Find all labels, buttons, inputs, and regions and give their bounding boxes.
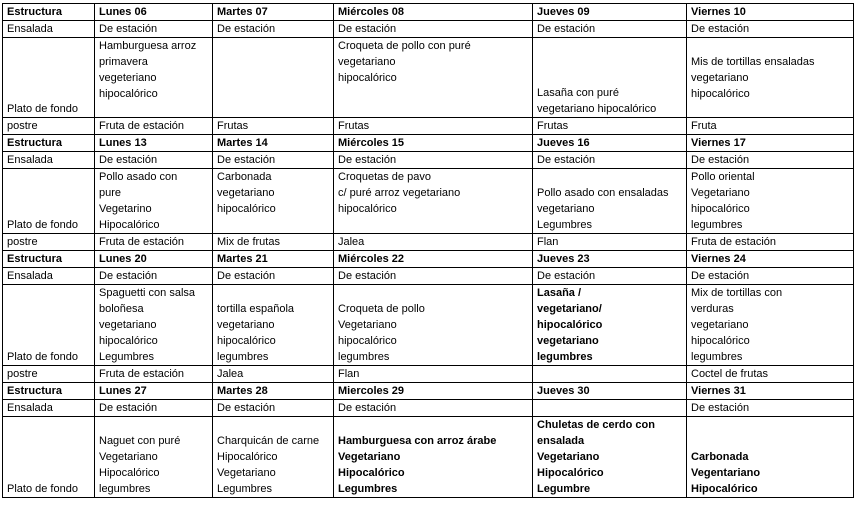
main-dish-row — [3, 285, 854, 366]
dish-line: vegetariano — [537, 203, 595, 215]
dessert-label: postre — [3, 366, 95, 383]
day-header: Miercoles 29 — [334, 383, 533, 400]
dish-line: legumbres — [691, 219, 743, 231]
dish-line: hipocalórico — [217, 203, 276, 215]
main-dish-cell — [213, 169, 334, 234]
main-dish-cell — [95, 38, 213, 118]
salad-cell: De estación — [687, 152, 854, 169]
dessert-cell: Fruta de estación — [95, 366, 213, 383]
dish-line: Carbonada — [691, 451, 749, 463]
main-dish-label: Plato de fondo — [3, 169, 95, 234]
salad-cell — [533, 400, 687, 417]
structure-header: Estructura — [3, 4, 95, 21]
salad-cell: De estación — [334, 268, 533, 285]
salad-cell: De estación — [687, 400, 854, 417]
dish-line: Vegetariano — [217, 467, 276, 479]
salad-cell: De estación — [334, 21, 533, 38]
dish-line: hipocalórico — [691, 335, 750, 347]
main-dish-cell — [687, 38, 854, 118]
dish-line: Mix de tortillas con — [691, 287, 783, 299]
dish-line: hipocalórico — [691, 87, 750, 100]
dish-line: Hipocalórico — [338, 467, 405, 479]
salad-label: Ensalada — [3, 268, 95, 285]
dish-line: hipocalórico — [338, 72, 397, 84]
dish-line: primavera — [99, 56, 148, 68]
day-header: Miércoles 22 — [334, 251, 533, 268]
dessert-cell: Fruta de estación — [687, 234, 854, 251]
dish-line: Carbonada — [217, 171, 272, 183]
menu-table-body — [3, 4, 854, 498]
day-header: Viernes 10 — [687, 4, 854, 21]
main-dish-cell — [213, 285, 334, 366]
dish-line: Pollo asado con ensaladas — [537, 187, 669, 199]
main-dish-cell — [533, 169, 687, 234]
salad-cell: De estación — [213, 400, 334, 417]
main-dish-label: Plato de fondo — [3, 417, 95, 498]
dessert-cell: Frutas — [334, 118, 533, 135]
week-header-row — [3, 4, 854, 21]
structure-header: Estructura — [3, 383, 95, 400]
dish-line: vegetariano/ — [537, 303, 602, 315]
dish-line: ensalada — [537, 435, 585, 447]
salad-cell: De estación — [95, 400, 213, 417]
structure-header: Estructura — [3, 251, 95, 268]
day-header: Viernes 17 — [687, 135, 854, 152]
dish-line: Hipocalórico — [99, 219, 160, 231]
salad-cell: De estación — [95, 21, 213, 38]
dish-line: legumbres — [338, 351, 390, 363]
main-dish-label: Plato de fondo — [3, 285, 95, 366]
salad-cell: De estación — [95, 152, 213, 169]
dish-line: vegetariano hipocalórico — [537, 103, 657, 115]
salad-cell: De estación — [95, 268, 213, 285]
salad-row — [3, 21, 854, 38]
dish-line: Hamburguesa con arroz árabe — [338, 435, 497, 447]
week-header-row — [3, 135, 854, 152]
dessert-cell: Coctel de frutas — [687, 366, 854, 383]
dish-line: boloñesa — [99, 303, 144, 315]
dessert-cell: Fruta de estación — [95, 234, 213, 251]
main-dish-cell — [95, 417, 213, 498]
main-dish-cell — [334, 417, 533, 498]
day-header: Lunes 27 — [95, 383, 213, 400]
dish-line: legumbres — [537, 351, 593, 363]
salad-cell: De estación — [213, 21, 334, 38]
dish-line: Pollo asado con — [99, 171, 178, 183]
dessert-cell: Flan — [533, 234, 687, 251]
dish-line: Hipocalórico — [537, 467, 604, 479]
dish-line: verduras — [691, 303, 734, 315]
dish-line: Mis de tortillas ensaladas — [691, 55, 815, 68]
salad-label: Ensalada — [3, 400, 95, 417]
dish-line: hipocalórico — [99, 88, 158, 100]
dessert-label: postre — [3, 234, 95, 251]
structure-header: Estructura — [3, 135, 95, 152]
dish-line: c/ puré arroz vegetariano — [338, 187, 461, 199]
day-header: Jueves 09 — [533, 4, 687, 21]
week-header-row — [3, 251, 854, 268]
dessert-cell: Frutas — [213, 118, 334, 135]
day-header: Viernes 24 — [687, 251, 854, 268]
day-header: Jueves 23 — [533, 251, 687, 268]
dish-line: Legumbres — [99, 351, 155, 363]
salad-cell: De estación — [533, 268, 687, 285]
dessert-cell: Flan — [334, 366, 533, 383]
main-dish-row — [3, 169, 854, 234]
dish-line: Lasaña / — [537, 287, 582, 299]
dish-line: hipocalórico — [537, 319, 603, 331]
dish-line: Hipocalórico — [99, 467, 160, 479]
day-header: Jueves 30 — [533, 383, 687, 400]
dish-line: Croquetas de pavo — [338, 171, 431, 183]
salad-row — [3, 268, 854, 285]
dish-line: Vegetarino — [99, 203, 152, 215]
dish-line: Chuletas de cerdo con — [537, 419, 655, 431]
dish-line: Spaguetti con salsa — [99, 287, 196, 299]
dish-line: vegetariano — [691, 319, 749, 331]
dish-line: tortilla española — [217, 303, 295, 315]
dessert-cell: Jalea — [334, 234, 533, 251]
dessert-cell: Fruta — [687, 118, 854, 135]
day-header: Martes 28 — [213, 383, 334, 400]
dish-line: vegetariano — [99, 319, 157, 331]
main-dish-cell — [687, 285, 854, 366]
weekly-menu-table — [2, 3, 854, 498]
dish-line: vegetariano — [338, 56, 396, 68]
main-dish-cell — [213, 38, 334, 118]
main-dish-row — [3, 38, 854, 118]
dish-line: Charquicán de carne — [217, 435, 320, 447]
dish-line: Naguet con puré — [99, 435, 181, 447]
salad-cell: De estación — [213, 152, 334, 169]
day-header: Martes 14 — [213, 135, 334, 152]
dish-line: legumbres — [99, 483, 151, 495]
dish-line: Legumbres — [338, 483, 398, 495]
dish-line: Vegetariano — [338, 451, 401, 463]
dessert-cell: Mix de frutas — [213, 234, 334, 251]
dish-line: Legumbres — [217, 483, 273, 495]
salad-cell: De estación — [687, 268, 854, 285]
main-dish-row — [3, 417, 854, 498]
main-dish-cell — [213, 417, 334, 498]
dish-line: Lasaña con puré — [537, 87, 619, 99]
dish-line: Vegetariano — [338, 319, 397, 331]
dessert-row — [3, 234, 854, 251]
day-header: Viernes 31 — [687, 383, 854, 400]
main-dish-cell — [533, 417, 687, 498]
salad-label: Ensalada — [3, 21, 95, 38]
salad-label: Ensalada — [3, 152, 95, 169]
dish-line: Vegetariano — [99, 451, 158, 463]
dish-line: Vegetariano — [537, 451, 600, 463]
dessert-row — [3, 366, 854, 383]
main-dish-cell — [334, 169, 533, 234]
dish-line: vegetariano — [537, 335, 599, 347]
dish-line: vegetariano — [217, 187, 275, 199]
week-header-row — [3, 383, 854, 400]
dessert-row — [3, 118, 854, 135]
dessert-cell: Frutas — [533, 118, 687, 135]
dish-line: Legumbre — [537, 483, 591, 495]
dish-line: hipocalórico — [691, 203, 750, 215]
main-dish-cell — [95, 285, 213, 366]
dish-line: Legumbres — [537, 219, 593, 231]
day-header: Martes 07 — [213, 4, 334, 21]
dish-line: vegetariano — [217, 319, 275, 331]
salad-row — [3, 152, 854, 169]
salad-cell: De estación — [334, 152, 533, 169]
day-header: Martes 21 — [213, 251, 334, 268]
salad-row — [3, 400, 854, 417]
dish-line: Pollo oriental — [691, 171, 755, 183]
dish-line: Hipocalórico — [217, 451, 278, 463]
dish-line: Croqueta de pollo con puré — [338, 40, 471, 52]
main-dish-cell — [687, 169, 854, 234]
main-dish-cell — [533, 38, 687, 118]
dish-line: Croqueta de pollo — [338, 303, 425, 315]
dish-line: legumbres — [217, 351, 269, 363]
day-header: Lunes 06 — [95, 4, 213, 21]
salad-cell: De estación — [533, 152, 687, 169]
salad-cell: De estación — [533, 21, 687, 38]
day-header: Miércoles 08 — [334, 4, 533, 21]
dessert-cell: Jalea — [213, 366, 334, 383]
dish-line: Hamburguesa arroz — [99, 40, 197, 52]
main-dish-cell — [533, 285, 687, 366]
dish-line: hipocalórico — [338, 335, 397, 347]
day-header: Lunes 20 — [95, 251, 213, 268]
dish-line: Vegentariano — [691, 467, 761, 479]
dish-line: vegeteriano — [99, 72, 157, 84]
main-dish-cell — [687, 417, 854, 498]
dish-line: hipocalórico — [338, 203, 397, 215]
main-dish-cell — [95, 169, 213, 234]
day-header: Jueves 16 — [533, 135, 687, 152]
day-header: Miércoles 15 — [334, 135, 533, 152]
main-dish-cell — [334, 38, 533, 118]
dish-line: pure — [99, 187, 122, 199]
salad-cell: De estación — [213, 268, 334, 285]
salad-cell: De estación — [687, 21, 854, 38]
dish-line: legumbres — [691, 351, 743, 363]
dish-line: Hipocalórico — [691, 483, 758, 495]
dish-line: hipocalórico — [217, 335, 276, 347]
main-dish-label: Plato de fondo — [3, 38, 95, 118]
dish-line: vegetariano — [691, 71, 749, 84]
salad-cell: De estación — [334, 400, 533, 417]
dessert-label: postre — [3, 118, 95, 135]
dessert-cell — [533, 366, 687, 383]
dish-line: hipocalórico — [99, 335, 158, 347]
main-dish-cell — [334, 285, 533, 366]
dessert-cell: Fruta de estación — [95, 118, 213, 135]
dish-line: Vegetariano — [691, 187, 750, 199]
day-header: Lunes 13 — [95, 135, 213, 152]
